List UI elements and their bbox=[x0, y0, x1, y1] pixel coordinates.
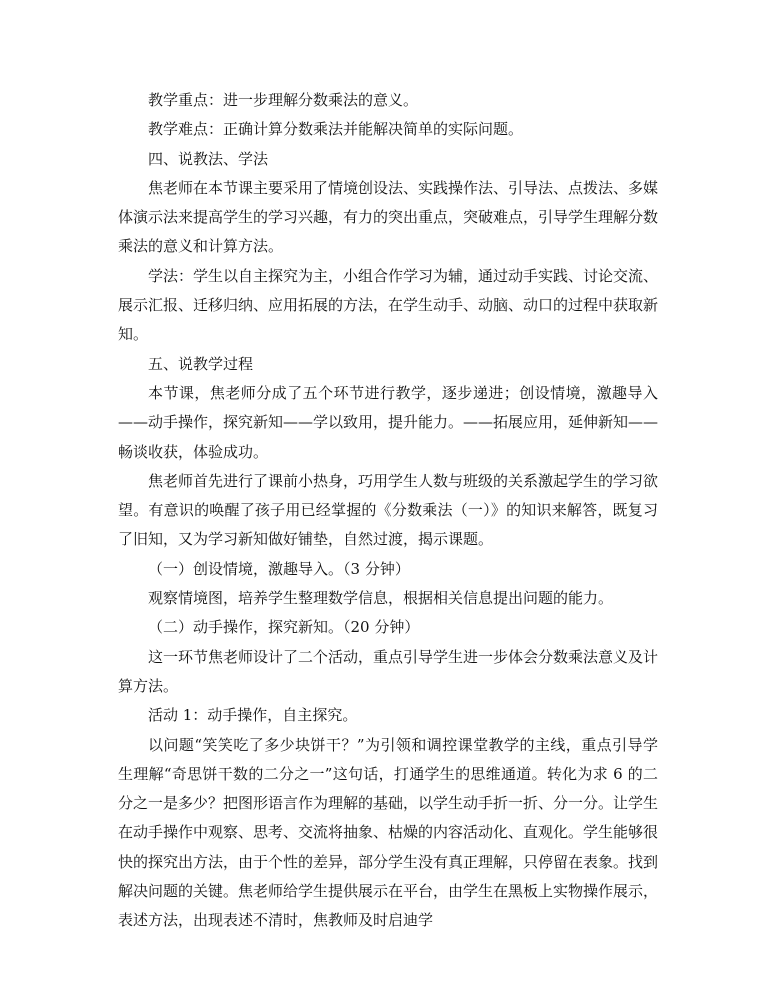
subsection-heading-2: （二）动手操作，探究新知。（20 分钟） bbox=[148, 618, 420, 637]
subsection-heading-1: （一）创设情境，激趣导入。（3 分钟） bbox=[148, 559, 410, 578]
section-heading-process: 五、说教学过程 bbox=[148, 354, 254, 373]
learning-methods-paragraph: 学法：学生以自主探究为主，小组合作学习为辅，通过动手实践、讨论交流、展示汇报、迁移归纳、应用拓展的方法，在学生动手、动脑、动口的过程中获取新知。 bbox=[118, 266, 659, 344]
activity-1-heading: 活动 1：动手操作，自主探究。 bbox=[148, 706, 358, 725]
document-page bbox=[118, 86, 658, 936]
process-overview-paragraph: 本节课，焦老师分成了五个环节进行教学，逐步递进；创设情境，激趣导入——动手操作，探究新知——学以致用，提升能力。——拓展应用，延伸新知——畅谈收获，体验成功。 bbox=[118, 383, 659, 461]
teaching-focus: 教学重点：进一步理解分数乘法的意义。 bbox=[148, 91, 419, 109]
activities-intro-paragraph: 这一环节焦老师设计了二个活动，重点引导学生进一步体会分数乘法意义及计算方法。 bbox=[118, 647, 659, 695]
activity-1-paragraph: 以问题“笑笑吃了多少块饼干？”为引领和调控课堂教学的主线，重点引导学生理解“奇思饼干数的二分之一”这句话，打通学生的思维通道。转化为求 6 的二分之一是多少？把图形语言作为理解的基础，以学生动手折一折、分一分。让学生在动手操作中观察、思考、交流将抽象、枯燥的内容活动化、直观化。学生能够很快的探究出方法，由于个性的差异，部分学生没有真正理解，只停留在表象。找到解决问题的关键。焦老师给学生提供展示在平台，由学生在黑板上实物操作展示，表述方法，出现表述不清时，焦教师及时启迪学 bbox=[118, 735, 659, 930]
observation-paragraph: 观察情境图，培养学生整理数学信息，根据相关信息提出问题的能力。 bbox=[148, 589, 614, 608]
teaching-methods-paragraph: 焦老师在本节课主要采用了情境创设法、实践操作法、引导法、点拨法、多媒体演示法来提高学生的学习兴趣，有力的突出重点，突破难点，引导学生理解分数乘法的意义和计算方法。 bbox=[118, 178, 659, 256]
warmup-paragraph: 焦老师首先进行了课前小热身，巧用学生人数与班级的关系激起学生的学习欲望。有意识的唤醒了孩子用已经掌握的《分数乘法（一）》的知识来解答，既复习了旧知，又为学习新知做好铺垫，自然过渡，揭示课题。 bbox=[118, 471, 659, 549]
section-heading-methods: 四、说教法、学法 bbox=[148, 149, 269, 168]
teaching-difficulty: 教学难点：正确计算分数乘法并能解决简单的实际问题。 bbox=[148, 120, 524, 139]
